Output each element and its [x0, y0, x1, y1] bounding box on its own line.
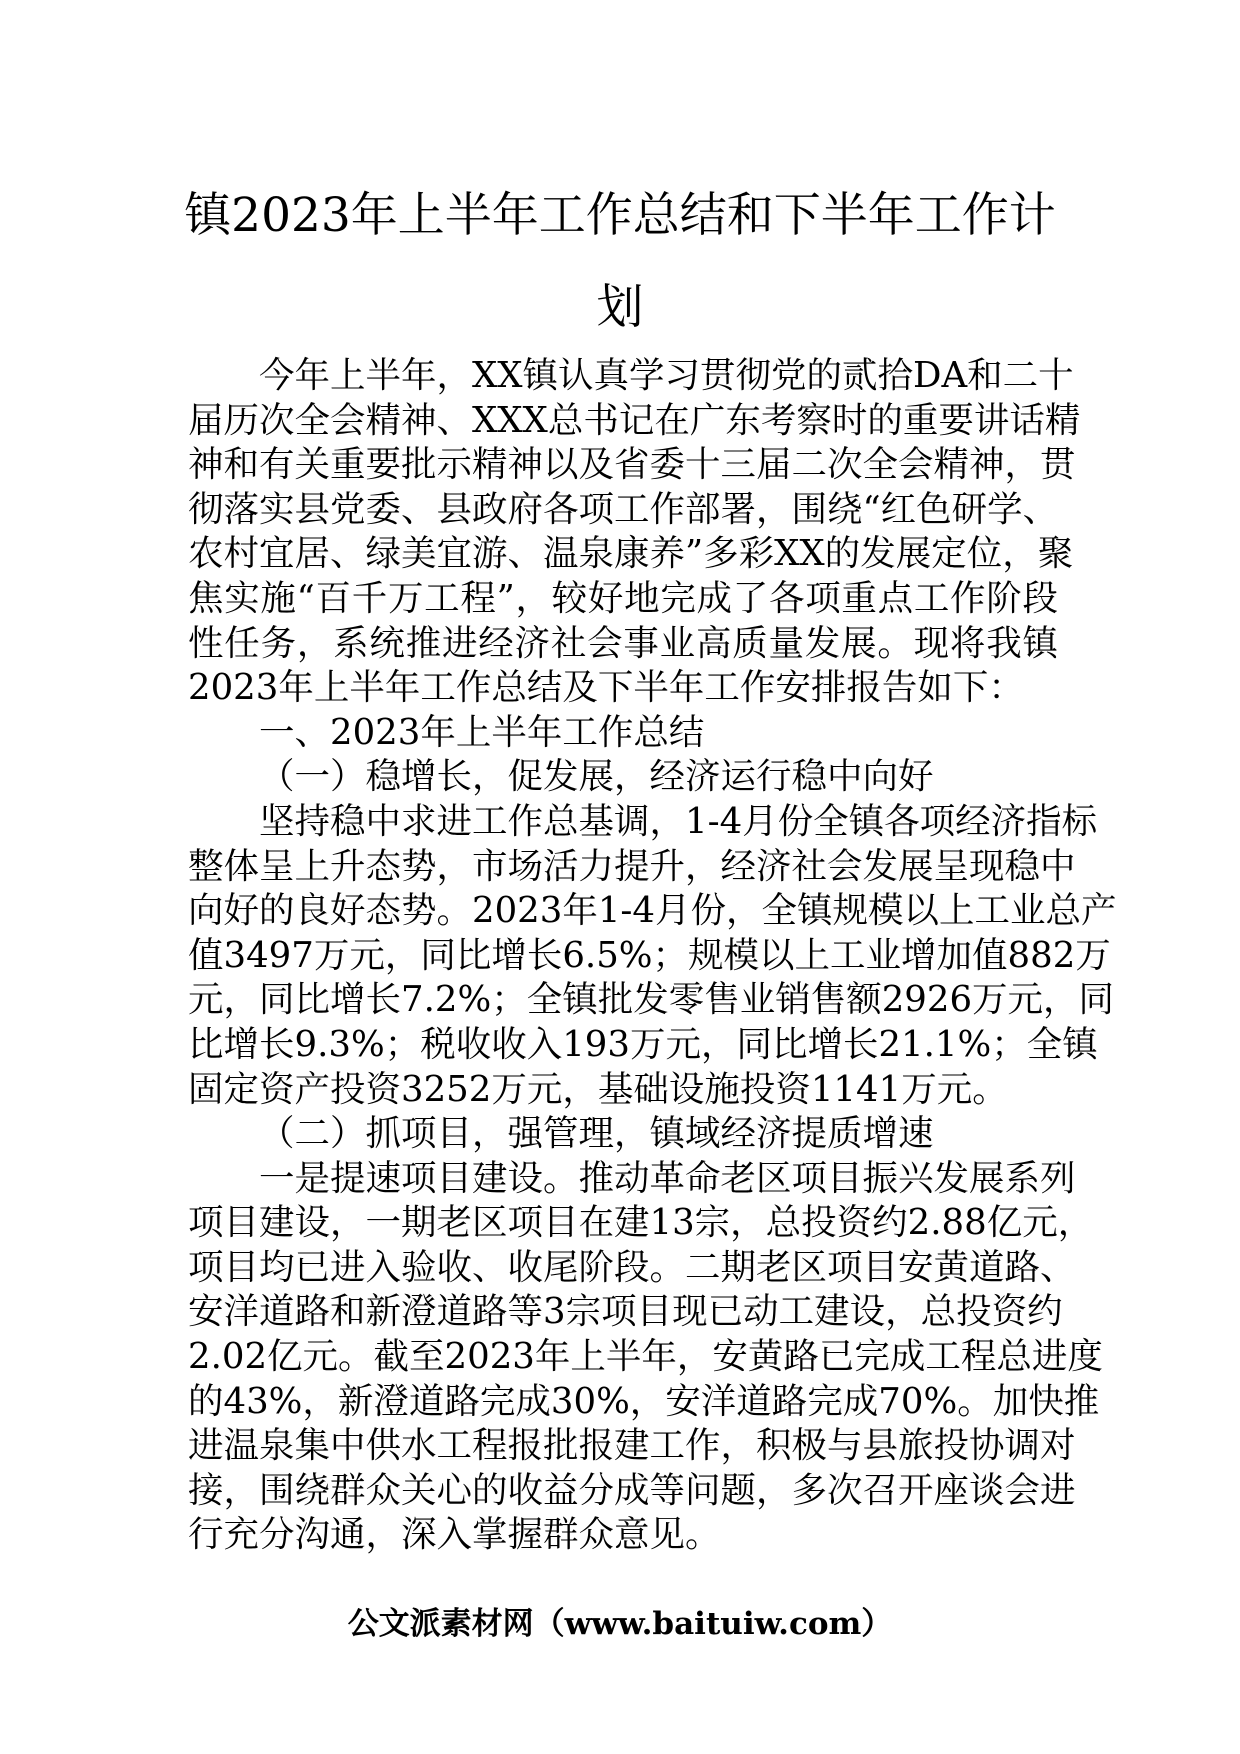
body-line: 一是提速项目建设。推动革命老区项目振兴发展系列 — [259, 1157, 1076, 1199]
body-line: 进温泉集中供水工程报批报建工作，积极与县旅投协调对 — [188, 1425, 1076, 1467]
footer-watermark-text: 公文派素材网（www.baituiw.com） — [347, 1606, 893, 1642]
body-line: 比增长9.3%；税收收入193万元，同比增长21.1%；全镇 — [188, 1023, 1098, 1065]
body-line: 的43%，新澄道路完成30%，安洋道路完成70%。加快推 — [188, 1380, 1100, 1422]
body-line: 整体呈上升态势，市场活力提升，经济社会发展呈现稳中 — [188, 845, 1076, 887]
body-line: 项目建设，一期老区项目在建13宗，总投资约2.88亿元， — [188, 1202, 1094, 1244]
body-line: （一）稳增长，促发展，经济运行稳中向好 — [259, 756, 934, 798]
body-line: 焦实施“百千万工程”，较好地完成了各项重点工作阶段 — [188, 577, 1058, 619]
body-line: 一、2023年上半年工作总结 — [259, 711, 705, 753]
body-line: 2.02亿元。截至2023年上半年，安黄路已完成工程总进度 — [188, 1336, 1103, 1378]
body-line: 项目均已进入验收、收尾阶段。二期老区项目安黄道路、 — [188, 1246, 1076, 1288]
body-line: 接，围绕群众关心的收益分成等问题，多次召开座谈会进 — [188, 1469, 1076, 1511]
body-line: 行充分沟通，深入掌握群众意见。 — [188, 1514, 721, 1556]
body-line: 彻落实县党委、县政府各项工作部署，围绕“红色研学、 — [188, 488, 1059, 530]
body-line: 安洋道路和新澄道路等3宗项目现已动工建设，总投资约 — [188, 1291, 1063, 1333]
document-body — [188, 354, 1117, 1558]
body-line: 固定资产投资3252万元，基础设施投资1141万元。 — [188, 1068, 1008, 1110]
document-title-line-2: 划 — [596, 280, 644, 335]
body-line: 农村宜居、绿美宜游、温泉康养”多彩XX的发展定位，聚 — [188, 533, 1074, 575]
body-line: 神和有关重要批示精神以及省委十三届二次全会精神，贯 — [188, 444, 1076, 486]
body-line: 今年上半年，XX镇认真学习贯彻党的贰拾DA和二十 — [259, 355, 1074, 396]
body-line: 元，同比增长7.2%；全镇批发零售业销售额2926万元，同 — [188, 979, 1115, 1021]
body-line: 值3497万元，同比增长6.5%；规模以上工业增加值882万 — [188, 934, 1111, 976]
body-line: 2023年上半年工作总结及下半年工作安排报告如下： — [188, 667, 1024, 709]
body-line: 届历次全会精神、XXX总书记在广东考察时的重要讲话精 — [188, 399, 1081, 441]
body-line: 向好的良好态势。2023年1-4月份，全镇规模以上工业总产 — [188, 890, 1117, 932]
document-title-line-1: 镇2023年上半年工作总结和下半年工作计 — [184, 188, 1056, 243]
body-line: 性任务，系统推进经济社会事业高质量发展。现将我镇 — [188, 622, 1058, 664]
body-line: 坚持稳中求进工作总基调，1-4月份全镇各项经济指标 — [259, 800, 1098, 842]
body-line: （二）抓项目，强管理，镇域经济提质增速 — [259, 1113, 934, 1155]
